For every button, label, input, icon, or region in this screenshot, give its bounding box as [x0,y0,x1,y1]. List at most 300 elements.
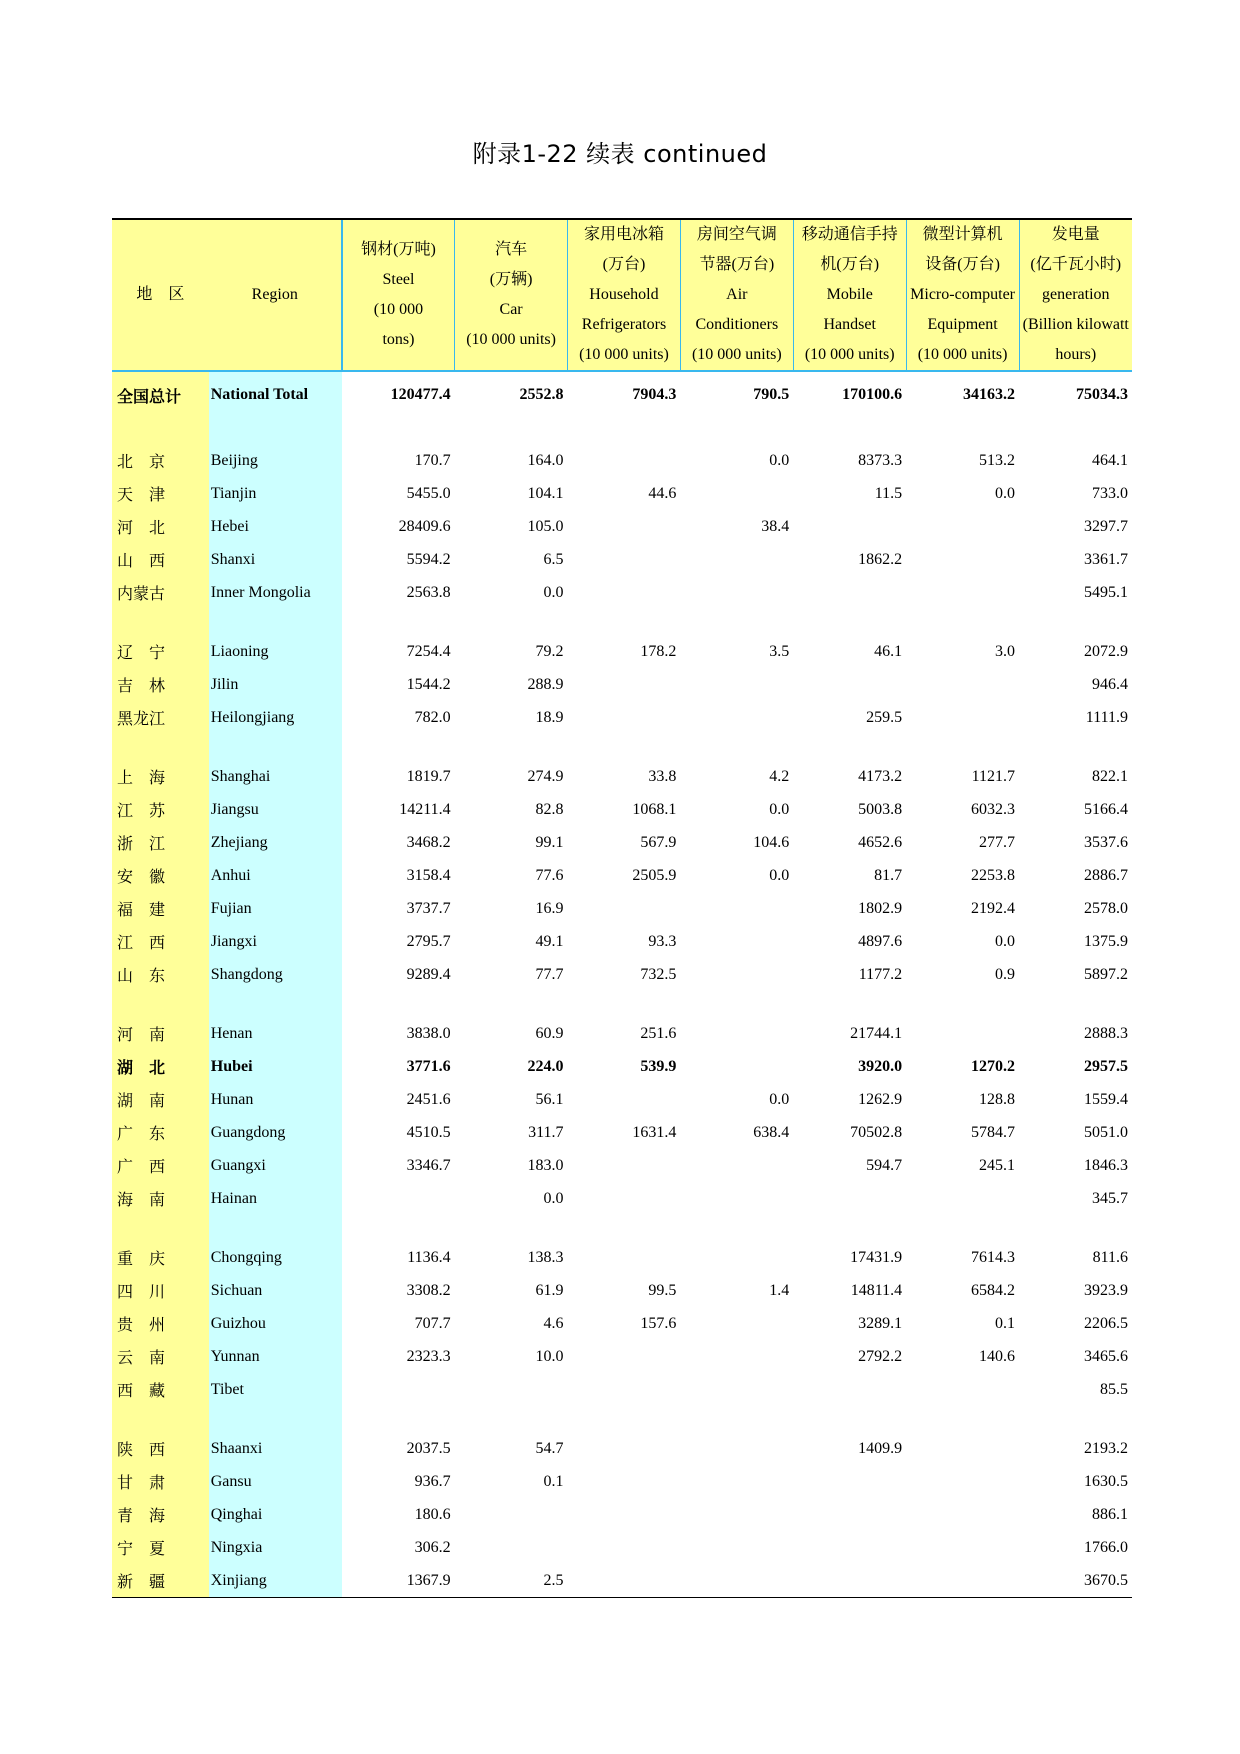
value-cell: 1136.4 [407,1248,451,1266]
value-cell [568,1465,681,1498]
column-header-cn-line: (亿千瓦小时) [1030,256,1122,273]
table-row [112,1274,1132,1307]
table-row [112,668,1132,701]
value-cell: 7904.3 [632,386,677,403]
region-cn-cell: 西 藏 [112,1373,209,1406]
value-cell: 3737.7 [406,899,451,917]
value-cell: 3537.6 [1084,833,1128,851]
table-header [112,219,1132,371]
table-row [112,1017,1132,1050]
region-en-cell: National Total [209,371,342,418]
table-row [112,1531,1132,1564]
value-cell [680,576,793,609]
value-cell: 2957.5 [1084,1057,1128,1075]
value-cell [568,1564,681,1598]
value-cell: 21744.1 [850,1024,903,1042]
value-cell: 2323.3 [406,1347,451,1365]
value-cell [568,1083,681,1116]
value-cell [680,477,793,510]
region-cn-cell: 江 苏 [112,793,209,826]
value-cell: 44.6 [648,484,677,502]
region-en-cell: Jilin [209,668,342,701]
region-cn-cell: 海 南 [112,1182,209,1215]
region-en-cell: Liaoning [209,635,342,668]
value-cell: 3.5 [769,642,790,660]
value-cell: 782.0 [414,708,451,726]
value-cell: 3308.2 [406,1281,451,1299]
region-cn-cell: 天 津 [112,477,209,510]
value-cell [906,668,1019,701]
value-cell: 77.6 [535,866,564,884]
value-cell [906,1182,1019,1215]
value-cell: 1.4 [769,1281,790,1299]
region-cn-cell: 湖 北 [112,1050,209,1083]
value-cell: 79.2 [535,642,564,660]
table-row [112,1083,1132,1116]
value-cell: 2795.7 [406,932,451,950]
group-spacer [112,1406,1132,1432]
table-row [112,1564,1132,1598]
region-cn-cell: 北 京 [112,444,209,477]
value-cell: 946.4 [1092,675,1128,693]
table-row [112,576,1132,609]
value-cell: 10.0 [535,1347,564,1365]
value-cell: 18.9 [535,708,564,726]
value-cell: 0.0 [769,451,790,469]
value-cell: 707.7 [414,1314,451,1332]
value-cell: 3838.0 [406,1024,451,1042]
value-cell: 99.1 [535,833,564,851]
region-cn-cell: 四 川 [112,1274,209,1307]
column-header-en-line: Car [499,301,523,318]
value-cell [793,1564,906,1598]
region-cn-cell: 宁 夏 [112,1531,209,1564]
group-spacer [112,1215,1132,1241]
value-cell: 46.1 [874,642,903,660]
value-cell: 886.1 [1092,1505,1128,1523]
table-row [112,1465,1132,1498]
value-cell [906,543,1019,576]
value-cell [455,1498,568,1531]
region-en-cell: Chongqing [209,1241,342,1274]
value-cell: 811.6 [1092,1248,1128,1266]
value-cell: 9289.4 [406,965,451,983]
value-cell: 7254.4 [406,642,451,660]
region-cn-cell: 重 庆 [112,1241,209,1274]
value-cell: 0.0 [995,484,1016,502]
column-header [793,219,906,371]
region-en-cell: Inner Mongolia [209,576,342,609]
table-body [112,371,1132,1598]
value-cell [568,1340,681,1373]
value-cell: 0.0 [769,1090,790,1108]
value-cell [455,1373,568,1406]
value-cell [793,1498,906,1531]
value-cell: 1375.9 [1084,932,1128,950]
table-row [112,958,1132,991]
column-header-cn-line: 汽车 [495,241,528,258]
value-cell [906,1465,1019,1498]
table-row [112,1373,1132,1406]
table-row [112,892,1132,925]
value-cell: 49.1 [535,932,564,950]
value-cell: 138.3 [527,1248,564,1266]
value-cell: 17431.9 [850,1248,903,1266]
value-cell: 464.1 [1092,451,1128,469]
region-en-cell: Guangxi [209,1149,342,1182]
value-cell [680,1498,793,1531]
value-cell [793,1531,906,1564]
value-cell: 0.0 [543,1189,564,1207]
value-cell: 567.9 [640,833,677,851]
value-cell: 1559.4 [1084,1090,1128,1108]
value-cell [680,1564,793,1598]
value-cell: 5003.8 [858,800,903,818]
value-cell [568,701,681,734]
value-cell: 2888.3 [1084,1024,1128,1042]
group-spacer [112,609,1132,635]
value-cell: 157.6 [640,1314,677,1332]
region-cn-cell: 甘 肃 [112,1465,209,1498]
value-cell [680,543,793,576]
value-cell: 1111.9 [1085,708,1128,726]
table-row [112,543,1132,576]
value-cell: 75034.3 [1076,386,1128,403]
value-cell: 513.2 [979,451,1016,469]
value-cell [568,892,681,925]
column-header-cn-line: 微型计算机 [922,226,1003,243]
value-cell: 2253.8 [971,866,1016,884]
table-row [112,1182,1132,1215]
column-header-en-line: Household [589,286,659,303]
region-cn-cell: 上 海 [112,760,209,793]
value-cell: 306.2 [414,1538,451,1556]
value-cell: 1630.5 [1084,1472,1128,1490]
value-cell: 1846.3 [1084,1156,1128,1174]
group-spacer [112,418,1132,444]
region-cn-cell: 山 西 [112,543,209,576]
value-cell: 56.1 [535,1090,564,1108]
value-cell: 2193.2 [1084,1439,1128,1457]
value-cell: 274.9 [527,767,564,785]
column-header-en-line: generation [1042,286,1110,303]
table-row [112,1241,1132,1274]
value-cell: 1409.9 [858,1439,903,1457]
value-cell: 311.7 [528,1123,564,1141]
region-en-cell: Jiangxi [209,925,342,958]
column-header-cn-line: 钢材(万吨) [361,241,436,258]
value-cell [680,668,793,701]
region-cn-cell: 新 疆 [112,1564,209,1598]
region-cn-cell: 浙 江 [112,826,209,859]
column-header-cn-line: 机(万台) [820,256,880,273]
region-cn-cell: 河 南 [112,1017,209,1050]
value-cell: 1270.2 [971,1057,1016,1075]
header-region-en: Region [209,219,342,371]
value-cell: 224.0 [527,1057,564,1075]
region-en-cell: Tibet [209,1373,342,1406]
region-cn-cell: 广 东 [112,1116,209,1149]
value-cell: 245.1 [979,1156,1016,1174]
region-en-cell: Zhejiang [209,826,342,859]
value-cell: 790.5 [753,386,790,403]
column-header-cn-line: 发电量 [1051,226,1100,243]
value-cell: 70502.8 [850,1123,903,1141]
value-cell: 2552.8 [519,386,564,403]
column-header-en-line: Mobile [826,286,873,303]
value-cell [680,1340,793,1373]
value-cell: 3771.6 [406,1057,451,1075]
value-cell [342,1182,455,1215]
value-cell: 0.0 [769,866,790,884]
value-cell [680,892,793,925]
value-cell [680,958,793,991]
region-cn-cell: 贵 州 [112,1307,209,1340]
value-cell: 259.5 [866,708,903,726]
value-cell [906,576,1019,609]
region-cn-cell: 江 西 [112,925,209,958]
value-cell: 3920.0 [858,1057,903,1075]
value-cell: 85.5 [1100,1380,1128,1398]
value-cell [680,1017,793,1050]
value-cell [568,1373,681,1406]
value-cell: 81.7 [874,866,903,884]
value-cell: 288.9 [527,675,564,693]
value-cell: 1367.9 [342,1564,455,1598]
region-cn-cell: 青 海 [112,1498,209,1531]
value-cell: 2505.9 [632,866,677,884]
value-cell [906,1373,1019,1406]
value-cell: 1544.2 [406,675,451,693]
value-cell: 183.0 [527,1156,564,1174]
value-cell: 3465.6 [1084,1347,1128,1365]
column-header [568,219,681,371]
value-cell: 6032.3 [971,800,1016,818]
value-cell: 0.1 [543,1472,564,1490]
value-cell [680,1307,793,1340]
value-cell [906,1564,1019,1598]
region-en-cell: Shanghai [209,760,342,793]
value-cell: 38.4 [761,517,790,535]
region-en-cell: Tianjin [209,477,342,510]
value-cell [906,1498,1019,1531]
column-header-cn-line: (万台) [602,256,646,273]
column-header [1019,219,1132,371]
value-cell [680,1432,793,1465]
value-cell: 14211.4 [399,800,451,818]
region-cn-cell: 山 东 [112,958,209,991]
value-cell: 128.8 [979,1090,1016,1108]
table-row [112,826,1132,859]
value-cell: 936.7 [414,1472,451,1490]
table-row [112,1116,1132,1149]
value-cell [906,1017,1019,1050]
value-cell: 54.7 [535,1439,564,1457]
value-cell: 539.9 [640,1057,677,1075]
region-en-cell: Gansu [209,1465,342,1498]
region-cn-cell: 湖 南 [112,1083,209,1116]
column-header-en-line: tons) [382,331,415,348]
value-cell: 178.2 [640,642,677,660]
value-cell: 1631.4 [632,1123,677,1141]
value-cell [793,668,906,701]
value-cell [680,1241,793,1274]
region-en-cell: Fujian [209,892,342,925]
region-en-cell: Shanxi [209,543,342,576]
table-row [112,760,1132,793]
value-cell: 7614.3 [971,1248,1016,1266]
value-cell: 104.1 [527,484,564,502]
value-cell: 14811.4 [850,1281,903,1299]
value-cell: 1766.0 [1084,1538,1128,1556]
value-cell [568,668,681,701]
column-header [342,219,455,371]
value-cell: 6584.2 [971,1281,1016,1299]
value-cell: 2192.4 [971,899,1016,917]
value-cell: 1177.2 [858,965,903,983]
value-cell: 120477.4 [390,386,451,403]
value-cell: 1819.7 [406,767,451,785]
region-en-cell: Henan [209,1017,342,1050]
value-cell: 1862.2 [858,550,903,568]
value-cell: 170.7 [414,451,451,469]
value-cell: 3289.1 [858,1314,903,1332]
column-header-en-line: (10 000 units) [466,331,556,348]
region-cn-cell: 内蒙古 [112,576,209,609]
column-header-en-line: Equipment [927,316,998,333]
region-cn-cell: 吉 林 [112,668,209,701]
value-cell: 1121.7 [971,767,1016,785]
column-header-en-line: Handset [823,316,876,333]
value-cell: 0.9 [995,965,1016,983]
table-row [112,635,1132,668]
value-cell [680,701,793,734]
value-cell: 4.6 [543,1314,564,1332]
value-cell: 345.7 [1092,1189,1128,1207]
region-en-cell: Guizhou [209,1307,342,1340]
value-cell: 28409.6 [398,517,451,535]
table-row [112,1340,1132,1373]
value-cell [568,510,681,543]
column-header-en-line: Micro-computer [910,286,1016,303]
value-cell: 2072.9 [1084,642,1128,660]
value-cell: 3361.7 [1084,550,1128,568]
region-cn-cell: 广 西 [112,1149,209,1182]
value-cell [568,1531,681,1564]
column-header-en-line: Refrigerators [581,316,667,333]
value-cell: 4173.2 [858,767,903,785]
value-cell: 0.0 [543,583,564,601]
value-cell: 3923.9 [1084,1281,1128,1299]
value-cell [568,1241,681,1274]
value-cell: 60.9 [535,1024,564,1042]
value-cell [568,1432,681,1465]
column-header [906,219,1019,371]
group-spacer [112,734,1132,760]
page-title: 附录1-22 续表 continued [472,140,768,168]
value-cell [568,576,681,609]
region-cn-cell: 辽 宁 [112,635,209,668]
value-cell: 594.7 [866,1156,903,1174]
table-row [112,371,1132,418]
value-cell [568,543,681,576]
region-en-cell: Heilongjiang [209,701,342,734]
header-region-cn: 地 区 [112,219,209,371]
table-row [112,793,1132,826]
value-cell: 104.6 [753,833,790,851]
table-row [112,1307,1132,1340]
column-header [680,219,793,371]
value-cell: 3670.5 [1019,1564,1132,1598]
column-header-cn-line: 设备(万台) [925,256,1000,273]
value-cell [906,510,1019,543]
column-header-cn-line: 房间空气调 [696,226,777,243]
value-cell: 4897.6 [858,932,903,950]
region-en-cell: Anhui [209,859,342,892]
region-en-cell: Hubei [209,1050,342,1083]
value-cell: 4652.6 [858,833,903,851]
column-header-cn-line: (万辆) [489,271,533,288]
value-cell [680,925,793,958]
value-cell [568,444,681,477]
table-row [112,444,1132,477]
data-table [112,218,1132,1598]
value-cell: 0.1 [995,1314,1016,1332]
value-cell: 3297.7 [1084,517,1128,535]
value-cell: 11.5 [874,484,903,502]
value-cell: 33.8 [648,767,677,785]
value-cell: 3468.2 [406,833,451,851]
value-cell [793,1182,906,1215]
value-cell [793,576,906,609]
value-cell: 5455.0 [406,484,451,502]
column-header-en-line: (10 000 units) [579,346,669,363]
value-cell [906,1432,1019,1465]
region-cn-cell: 河 北 [112,510,209,543]
value-cell: 180.6 [414,1505,451,1523]
value-cell: 732.5 [640,965,677,983]
value-cell: 3346.7 [406,1156,451,1174]
value-cell: 251.6 [640,1024,677,1042]
value-cell: 0.0 [995,932,1016,950]
value-cell [680,1531,793,1564]
region-cn-cell: 云 南 [112,1340,209,1373]
table-row [112,701,1132,734]
region-en-cell: Sichuan [209,1274,342,1307]
region-en-cell: Hebei [209,510,342,543]
table-row [112,477,1132,510]
value-cell: 34163.2 [963,386,1016,403]
value-cell: 5166.4 [1084,800,1128,818]
table-row [112,510,1132,543]
value-cell: 2.5 [455,1564,568,1598]
table-row [112,1149,1132,1182]
column-header-en-line: (10 000 units) [917,346,1008,363]
column-header-cn-line: 家用电冰箱 [583,226,664,243]
value-cell: 0.0 [769,800,790,818]
value-cell: 4510.5 [406,1123,451,1141]
value-cell: 61.9 [535,1281,564,1299]
value-cell: 5897.2 [1084,965,1128,983]
column-header-en-line: (10 000 units) [691,346,782,363]
value-cell [680,1182,793,1215]
region-en-cell: Shangdong [209,958,342,991]
column-header-cn-line: 节器(万台) [699,256,775,273]
value-cell: 82.8 [535,800,564,818]
value-cell [455,1531,568,1564]
region-en-cell: Shaanxi [209,1432,342,1465]
value-cell: 16.9 [535,899,564,917]
